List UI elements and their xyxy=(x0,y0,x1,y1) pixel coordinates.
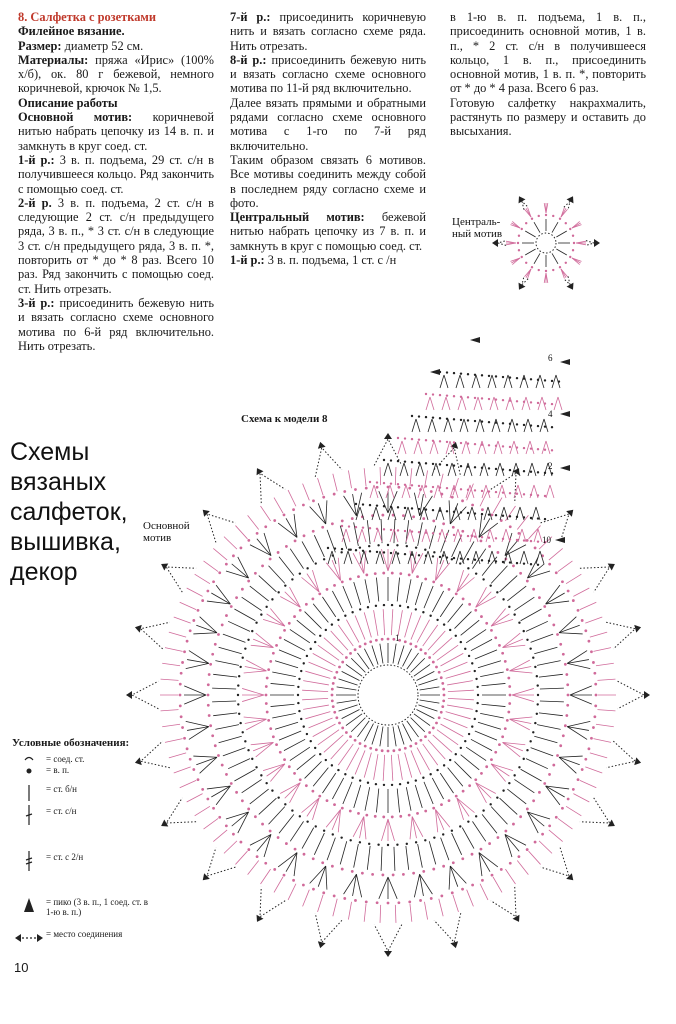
materials-line: Материалы: пряжа «Ирис» (100% х/б), ок. 80 г бежевой, немного коричневой, крючок № 1,5. xyxy=(18,52,214,96)
six-motifs-text: Таким образом связать 6 мотивов. Все мотивы соединить между собой в последнем ряду согласно схеме и фото. xyxy=(230,152,426,210)
col3-para-1: в 1-ю в. п. подъема, 1 в. п., присоединить основной мотив, 1 в. п., * 2 ст. с/н в получившееся кольцо, 1 в. п., присоединить основной мотив, 1 в. п. *, повторить от * до * 4 раза. Всего 6 раз. xyxy=(450,10,646,96)
legend-item xyxy=(14,895,156,917)
row-number-4: 4 xyxy=(548,409,553,419)
page-number: 10 xyxy=(14,960,29,975)
legend-item xyxy=(14,850,156,872)
legend-item-label: = ст. с 2/н xyxy=(46,852,84,862)
join-arrow-icon xyxy=(14,927,44,949)
legend-item-label: = пико (3 в. п., 1 соед. ст. в 1-ю в. п.) xyxy=(46,897,148,917)
row-number-1: 1 xyxy=(395,633,400,643)
legend-item-label: = соед. ст. xyxy=(46,754,85,764)
overlay-caption: Схемы вязаных салфеток, вышивка, декор xyxy=(10,438,128,586)
row-8-text: 8-й р.: присоединить бежевую нить и вязать согласно схеме основного мотива по 11-й ряд включительно. xyxy=(230,52,426,96)
legend-item-label: = в. п. xyxy=(46,765,70,775)
main-motif-label: Основной мотив xyxy=(143,520,190,544)
legend-item-label: = место соединения xyxy=(46,929,123,939)
central-motif-text: Центральный мотив: бежевой нитью набрать цепочку из 7 в. п. и замкнуть в круг с помощью соед. ст. xyxy=(230,210,426,253)
row-number-2: 2 xyxy=(548,461,553,471)
technique-line: Филейное вязание. xyxy=(18,24,125,39)
row-2-text: 2-й р. 3 в. п. подъема, 2 ст. с/н в следующие 2 ст. с/н предыдущего ряда, 3 в. п., * 3 ст. с/н в следующие 3 ст. с/н предыдущего ряда, 3 в. п. *, повторить от * до * 8 раз. Всего 10 раз. Ряд закончить с помощью соед. ст. Нить отрезать. xyxy=(18,195,214,296)
main-doily-chart xyxy=(126,433,650,957)
row-1-text: 1-й р.: 3 в. п. подъема, 29 ст. с/н в получившееся кольцо. Ряд закончить с помощью соед. ст. xyxy=(18,152,214,196)
legend-item xyxy=(14,804,156,826)
col3-para-2: Готовую салфетку накрахмалить, растянуть по размеру и оставить до высыхания. xyxy=(450,95,646,139)
treble-crochet-icon xyxy=(14,850,44,872)
central-motif-chart xyxy=(492,196,600,290)
work-title: Описание работы xyxy=(18,95,118,110)
main-motif-intro: Основной мотив: коричневой нитью набрать цепочку из 14 в. п. и замкнуть в круг соед. ст. xyxy=(18,110,214,153)
size-line: Размер: диаметр 52 см. xyxy=(18,38,144,53)
single-crochet-icon xyxy=(14,782,44,804)
row-7-text: 7-й р.: присоединить коричневую нить и вязать согласно схеме ряда. Нить отрезать. xyxy=(230,10,426,53)
schema-title: Схема к модели 8 xyxy=(241,413,328,425)
legend-item xyxy=(14,782,156,804)
article-title: 8. Салфетка с розетками xyxy=(18,10,156,24)
central-motif-label: Централь- ный мотив xyxy=(452,216,503,240)
double-crochet-icon xyxy=(14,804,44,826)
straight-rows-text: Далее вязать прямыми и обратными рядами согласно схеме основного мотива с 1-го по 7-й ряд включительно. xyxy=(230,95,426,153)
row-number-6: 6 xyxy=(548,353,553,363)
row-number-10: 10 xyxy=(542,535,551,545)
central-row-1-text: 1-й р.: 3 в. п. подъема, 1 ст. с /н xyxy=(230,253,397,268)
legend-item-label: = ст. с/н xyxy=(46,806,77,816)
legend-item xyxy=(14,927,156,949)
picot-icon xyxy=(14,895,44,917)
row-3-text: 3-й р.: присоединить бежевую нить и вязать согласно схеме основного мотива по 6-й ряд включительно. Нить отрезать. xyxy=(18,295,214,353)
legend-title: Условные обозначения: xyxy=(12,737,130,749)
legend-item-label: = ст. б/н xyxy=(46,784,77,794)
